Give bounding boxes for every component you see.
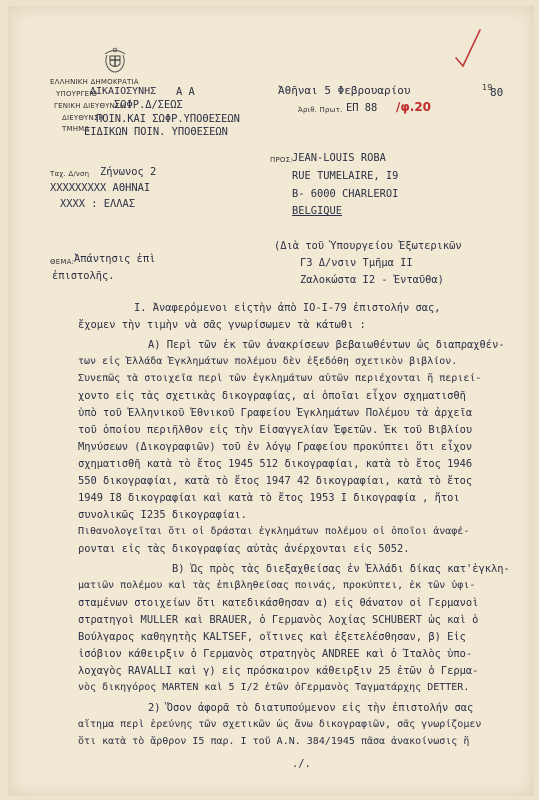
date-line: Ἀθῆναι 5 Φεβρουαρίου <box>278 84 411 97</box>
body-line: συνολικῶς Ι235 δικογραφίαι. <box>78 509 247 521</box>
recipient-line: B- 6000 CHARLEROI <box>292 188 399 200</box>
body-line: ἰσόβιον κάθειρξιν ὁ Γερμανὸς στρατηγὸς ANDREE καὶ ὁ Ἰταλὸς ὑπο- <box>78 648 473 660</box>
year-typed: 80 <box>490 86 504 99</box>
header-direction-label: ΔΙΕΥΘΥΝΣΗ <box>62 114 105 122</box>
body-line: των εἰς Ἑλλάδα Ἐγκλημάτων πολέμου δὲν ἐξεδόθη σχετικὸν βιβλίον. <box>78 356 458 367</box>
protocol-value: ΕΠ 88 <box>346 102 378 114</box>
subject-line: Ἀπάντησις ἐπὶ <box>74 253 156 265</box>
typed-section: ΕΙΔΙΚΩΝ ΠΟΙΝ. ΥΠΟΘΕΣΕΩΝ <box>84 126 228 138</box>
body-line: ὑπὸ τοῦ Ἑλληνικοῦ Ἐθνικοῦ Γραφείου Ἐγκλημάτων Πολέμου τὰ ἀρχεῖα <box>78 407 473 419</box>
via-line: (Διὰ τοῦ Ὑπουργείου Ἐξωτερικῶν <box>274 240 462 252</box>
postal-city: XXXXXXXXX ΑΘΗΝΑΙ <box>50 182 151 194</box>
protocol-handwritten-ref: /φ.20 <box>396 100 432 114</box>
typed-direction: ΠΟΙΝ.ΚΑΙ ΣΩΦΡ.ΥΠΟΘΕΣΕΩΝ <box>96 113 240 125</box>
protocol-label: Ἀριθ. Πρωτ. <box>298 106 343 114</box>
letter-page <box>8 6 534 796</box>
typed-ministry: ΔΙΚΑΙΟΣΥΝΗΣ <box>90 86 157 97</box>
header-ministry-label: ΥΠΟΥΡΓΕΙΟ <box>56 90 98 98</box>
body-line: ἔχομεν τὴν τιμὴν νὰ σᾶς γνωρίσωμεν τὰ κάτωθι : <box>78 319 366 331</box>
body-line: 550 δικογραφίαι, κατὰ τὸ ἔτος 1947 42 δικογραφίαι, κατὰ τὸ ἔτος <box>78 475 473 487</box>
body-line: Μηνύσεων (Δικογραφιῶν) τοῦ ἐν λόγῳ Γραφείου προκύπτει ὅτι εἶχον <box>78 441 473 453</box>
coat-of-arms-icon <box>102 45 128 73</box>
body-line: Α) Περὶ τῶν ἐκ τῶν ἀνακρίσεων βεβαιωθέντων ὡς διαπραχθέν- <box>148 339 505 351</box>
body-line: Πιθανολογεῖται ὅτι οἱ δράσται ἐγκλημάτων πολέμου οἱ ὁποῖοι ἀναφέ- <box>78 526 470 537</box>
via-line: Γ3 Δ/νσιν Τμῆμα ΙΙ <box>300 257 413 269</box>
body-line: χοντο εἰς τὰς σχετικὰς δικογραφίας, αἱ ὁποῖαι εἶχον σχηματισθῆ <box>78 390 466 402</box>
header-section-label: ΤΜΗΜΑ <box>62 125 90 133</box>
recipient-line: RUE TUMELAIRE, I9 <box>292 170 399 182</box>
body-line: στρατηγοὶ MULLER καὶ BRAUER, ὁ Γερμανὸς λοχίας SCHUBERT ὡς καὶ ὁ <box>78 614 479 626</box>
recipient-line: BELGIQUE <box>292 205 343 217</box>
subject-label: ΘΕΜΑ: <box>50 258 75 266</box>
recipient-line: JEAN-LOUIS ROBA <box>292 152 386 164</box>
body-line: Συνεπῶς τὰ στοιχεῖα περὶ τῶν ἐγκλημάτων αὐτῶν περιέχονται ἤ περιεί- <box>78 373 482 384</box>
continuation-mark: ./. <box>292 758 311 770</box>
header-gen-dir-label: ΓΕΝΙΚΗ ΔΙΕΥΘΥΝΣΗ <box>54 102 126 110</box>
header-republic: ΕΛΛΗΝΙΚΗ ΔΗΜΟΚΡΑΤΙΑ <box>50 78 139 86</box>
body-line: ρονται εἰς τὰς δικογραφίας αὐτὰς ἀνέρχονται εἰς 5052. <box>78 543 410 555</box>
body-line: Βούλγαρος καθηγητὴς KALTSEF, οἵτινες καὶ ἐξετελέσθησαν, β) Εἰς <box>78 631 466 643</box>
body-line: ματιῶν πολέμου καὶ τὰς ἐπιβληθείσας ποινάς, προκύπτει, ἐκ τῶν ὑφι- <box>78 580 476 591</box>
year-printed: 19 <box>482 83 493 92</box>
postal-label: Ταχ. Δ/νση <box>50 170 90 178</box>
body-line: τοῦ ὁποίου περιῆλθον εἰς τὴν Εἰσαγγελίαν Ἐφετῶν. Ἐκ τοῦ Βιβλίου <box>78 424 473 436</box>
body-line: λοχαγὸς RAVALLI καὶ γ) εἰς πρόσκαιρον κάθειρξιν 25 ἐτῶν ὁ Γερμα- <box>78 665 479 677</box>
recipient-label: ΠΡΟΣ: <box>270 156 293 164</box>
body-line: 1949 Ι8 δικογραφίαι καὶ κατὰ τὸ ἔτος 1953 Ι δικογραφία , ἤτοι <box>78 492 460 504</box>
subject-line: ἐπιστολῆς. <box>52 270 115 282</box>
body-line: αἴτημα περὶ ἐρεύνης τῶν σχετικῶν ὡς ἄνω δικογραφιῶν, σᾶς γνωρίζομεν <box>78 719 482 730</box>
typed-aa: Α Α <box>176 86 195 98</box>
postal-street: Ζήνωνος 2 <box>100 166 157 178</box>
body-line: Ι. Ἀναφερόμενοι εἰςτὴν ἀπὸ ΙΟ-Ι-79 ἐπιστολήν σας, <box>134 302 441 314</box>
postal-country: ΧΧΧΧ : ΕΛΛΑΣ <box>60 198 136 210</box>
handwritten-check-mark <box>454 28 482 68</box>
body-line: ὅτι κατὰ τὸ ἄρθρον Ι5 παρ. Ι τοῦ Α.Ν. 384/1945 πᾶσα ἀνακοίνωσις ἤ <box>78 736 470 747</box>
body-line: σταμένων στοιχείων ὅτι κατεδικάσθησαν α) εἰς θάνατον οἱ Γερμανοὶ <box>78 597 479 609</box>
body-line: Β) Ὡς πρὸς τὰς διεξαχθείσας ἐν Ἑλλάδι δίκας κατ'ἐγκλη- <box>172 563 510 575</box>
body-line: νὸς δικηγόρος MARTEN καὶ 5 Ι/2 ἐτῶν ὁΓερμανὸς Ταγματάρχης DETTER. <box>78 682 470 693</box>
body-line: σχηματισθῆ κατὰ τὸ ἔτος 1945 512 δικογραφίαι, κατὰ τὸ ἔτος 1946 <box>78 458 473 470</box>
typed-gen-dir: ΣΩΦΡ.Δ/ΣΕΩΣ <box>114 99 183 111</box>
via-line: Ζαλοκώστα Ι2 - Ἐνταῦθα) <box>300 274 444 286</box>
body-line: 2) Ὅσον ἀφορᾶ τὸ διατυπούμενον εἰς τὴν ἐπιστολήν σας <box>148 702 474 714</box>
